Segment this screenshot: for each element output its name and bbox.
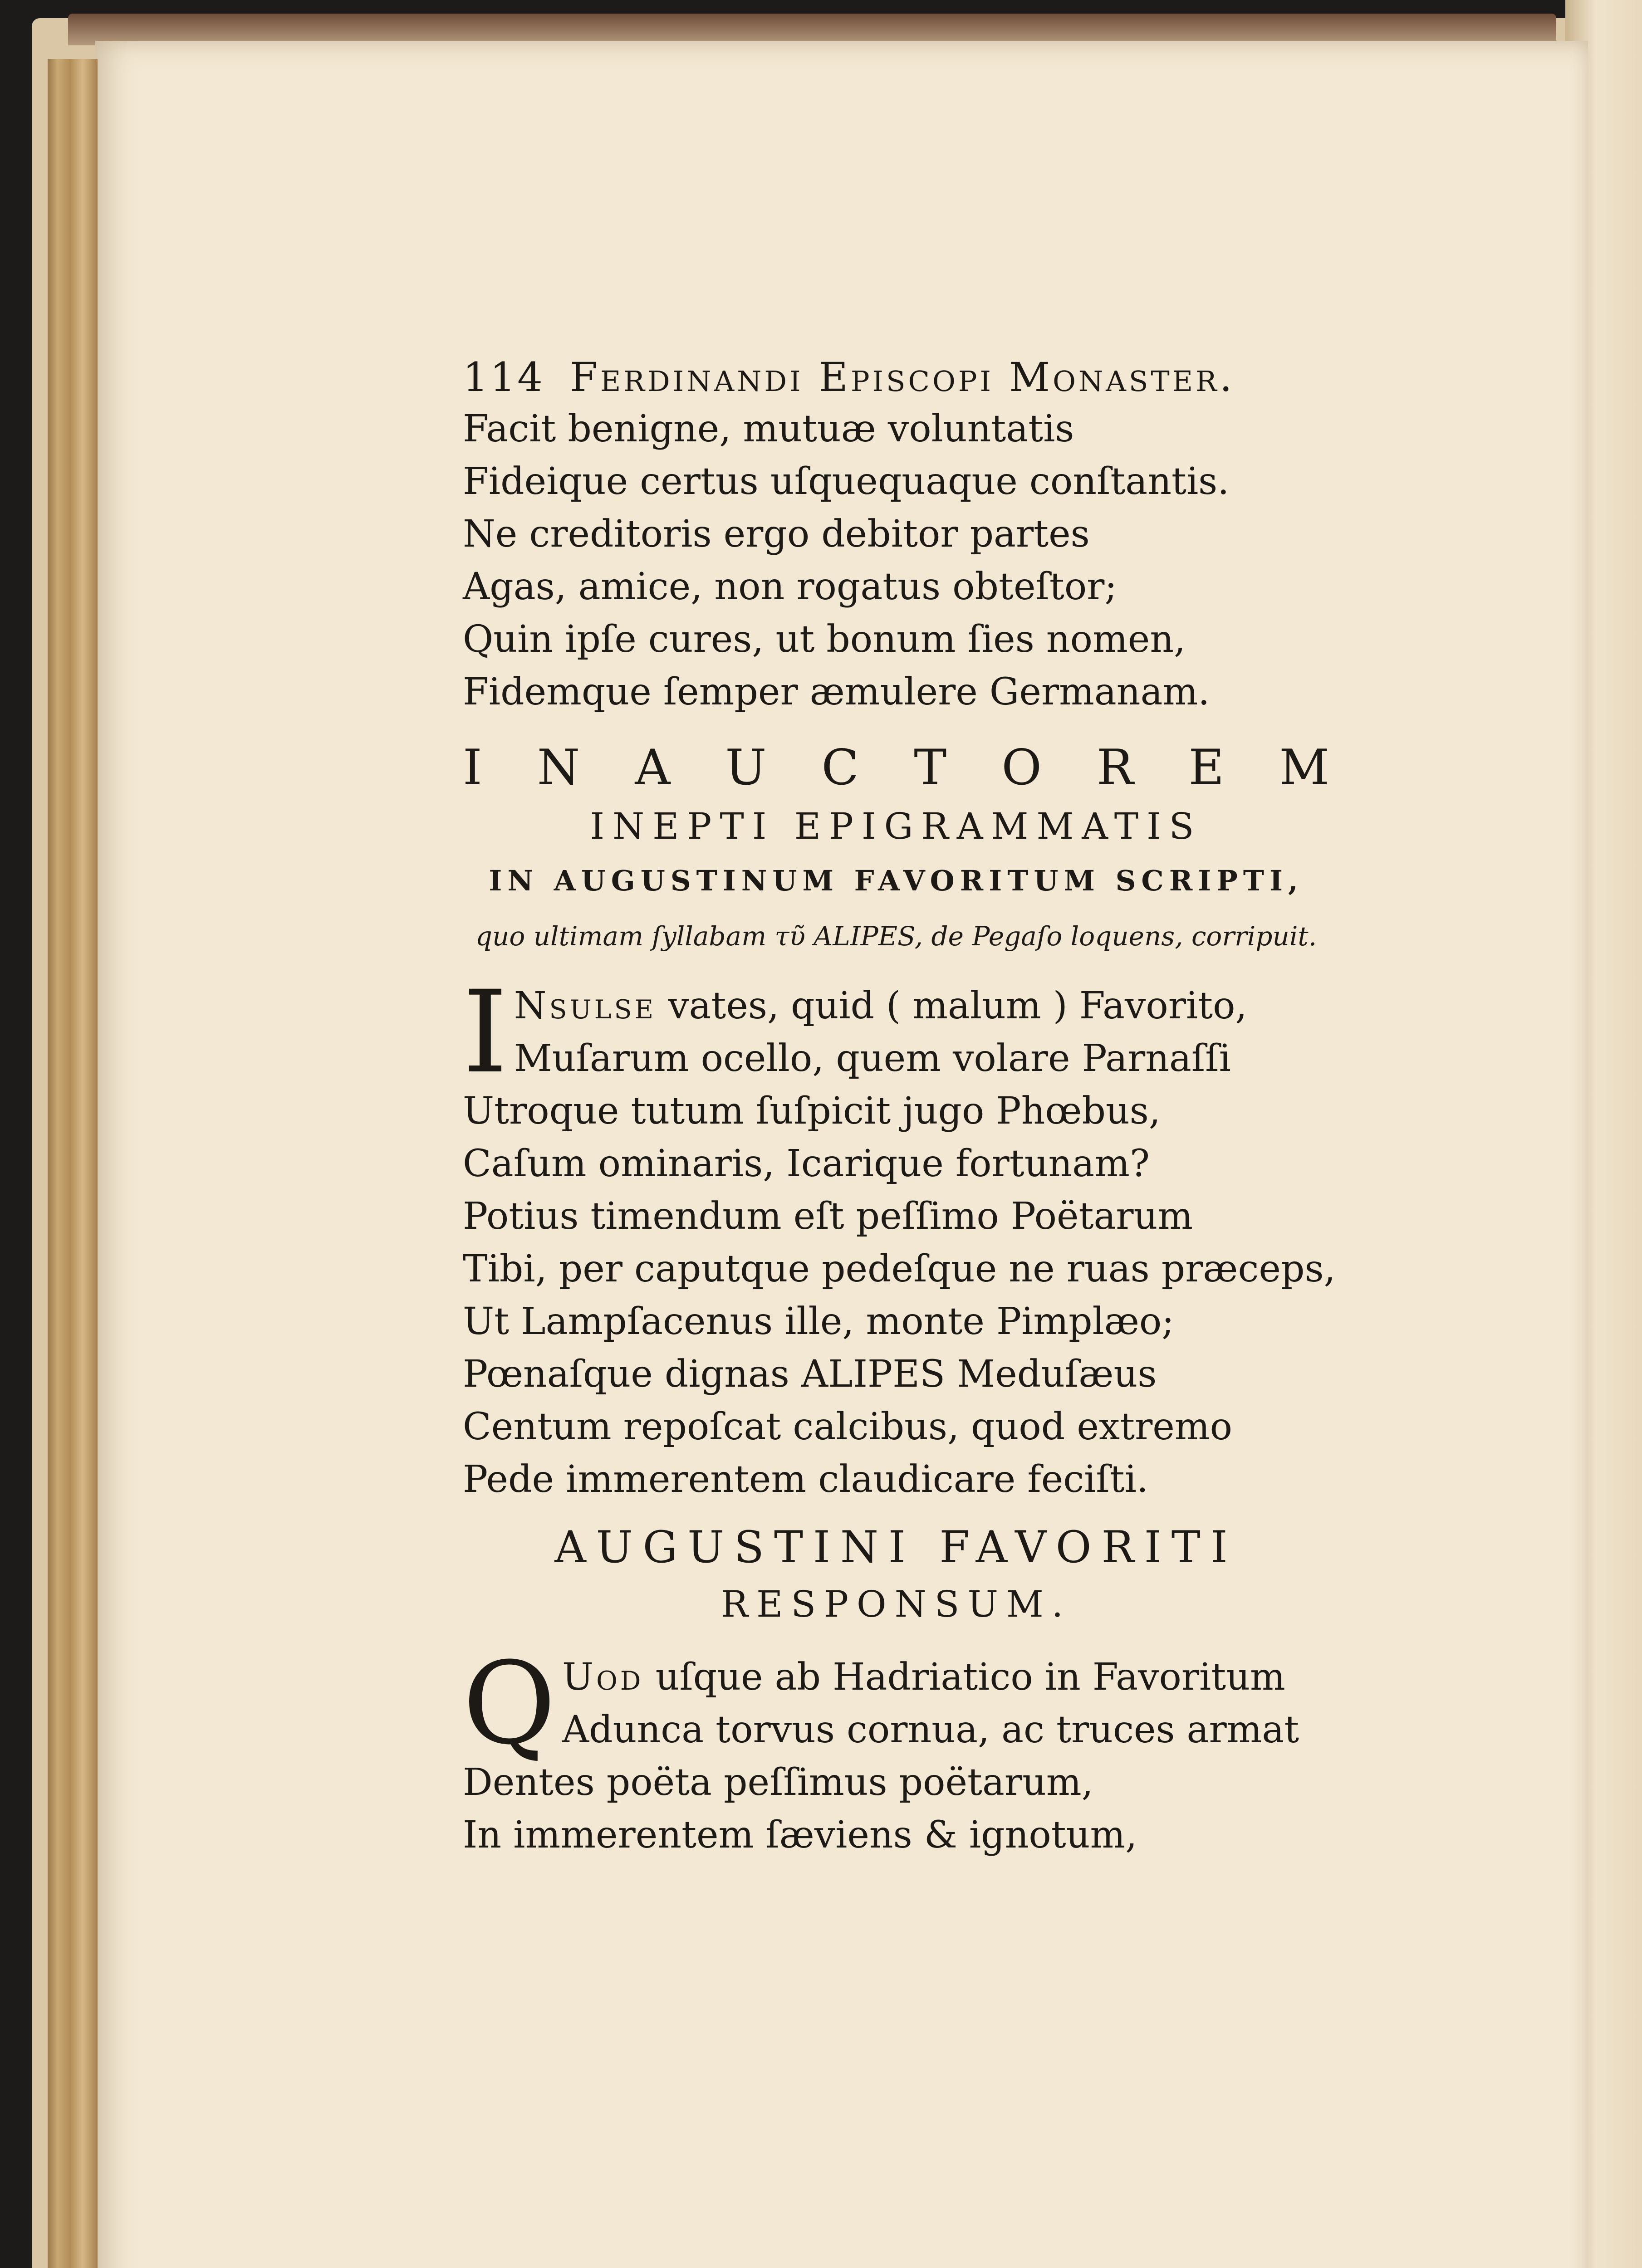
- page-number: 114: [463, 354, 544, 401]
- verse-line: In immerentem ſæviens & ignotum,: [463, 1813, 1137, 1857]
- verse-line: Facit benigne, mutuæ voluntatis: [463, 407, 1074, 450]
- small-caps-opening: Uod: [562, 1656, 644, 1699]
- heading-letter: I: [463, 739, 482, 796]
- heading-letter: A: [635, 739, 671, 796]
- verse-line: [463, 980, 1352, 1032]
- heading-italic-note: quo ultimam ſyllabam τῦ ALIPES, de Pegaſo loquens, corripuit.: [475, 921, 1317, 952]
- poem-responsum: [463, 1637, 1352, 1862]
- heading-letter: N: [537, 739, 580, 796]
- verse-line: Potius timendum eſt peſſimo Poëtarum: [463, 1195, 1193, 1238]
- drop-cap: Q: [463, 1637, 556, 1769]
- heading-letter: E: [1188, 739, 1225, 796]
- drop-cap: I: [463, 966, 508, 1098]
- verse-line: Pede immerentem claudicare feciſti.: [463, 1458, 1148, 1501]
- running-head: [463, 354, 1352, 404]
- verse-line: Ne creditoris ergo debitor partes: [463, 513, 1090, 556]
- verse-text: uſque ab Hadriatico in Favoritum: [643, 1656, 1285, 1699]
- verse-line: Caſum ominaris, Icarique fortunam?: [463, 1142, 1150, 1185]
- poem-continuation: [463, 403, 1352, 719]
- verse-line: Fidemque ſemper æmulere Germanam.: [463, 670, 1210, 714]
- heading-in-augustinum: IN AUGUSTINUM FAVORITUM SCRIPTI,: [489, 864, 1304, 897]
- heading-letter: R: [1096, 739, 1134, 796]
- verse-line: Quin ipſe cures, ut bonum ſies nomen,: [463, 618, 1186, 661]
- heading-letter: M: [1279, 739, 1329, 796]
- verse-line: Centum repoſcat calcibus, quod extremo: [463, 1405, 1232, 1448]
- verse-line: [463, 1651, 1352, 1704]
- page-fore-edge: [48, 59, 98, 2268]
- verse-line: Agas, amice, non rogatus obteſtor;: [463, 565, 1118, 608]
- verse-line: Ut Lampſacenus ille, monte Pimplæo;: [463, 1300, 1174, 1343]
- verse-line: Fideique certus uſquequaque conſtantis.: [463, 460, 1230, 503]
- heading-letter: O: [1001, 739, 1042, 796]
- verse-line: Utroque tutum ſuſpicit jugo Phœbus,: [463, 1090, 1161, 1133]
- small-caps-opening: Nsulse: [514, 984, 657, 1027]
- verse-line: Adunca torvus cornua, ac truces armat: [562, 1708, 1299, 1751]
- verse-line: Dentes poëta peſſimus poëtarum,: [463, 1761, 1093, 1804]
- heading-letter: T: [914, 739, 947, 796]
- heading-letter: C: [821, 739, 859, 796]
- verse-line: Pœnaſque dignas ALIPES Meduſæus: [463, 1353, 1157, 1396]
- running-head-title: Ferdinandi Episcopi Monaster.: [569, 354, 1235, 401]
- heading-letter: U: [725, 739, 767, 796]
- heading-responsum: RESPONSUM.: [721, 1583, 1072, 1625]
- heading-inepti: INEPTI EPIGRAMMATIS: [590, 805, 1202, 847]
- poem-insulse: [463, 966, 1352, 1506]
- verse-text: vates, quid ( malum ) Favorito,: [656, 984, 1247, 1027]
- heading-in-auctorem: [463, 739, 1329, 796]
- verse-line: Tibi, per caputque pedeſque ne ruas præceps,: [463, 1247, 1336, 1290]
- heading-augustini-favoriti: AUGUSTINI FAVORITI: [554, 1522, 1238, 1573]
- verse-line: Muſarum ocello, quem volare Parnaſſi: [514, 1037, 1231, 1080]
